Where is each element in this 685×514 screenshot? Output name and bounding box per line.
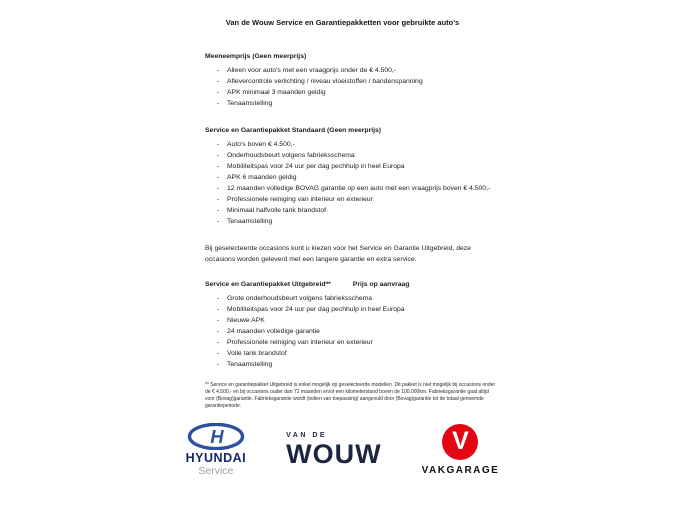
content-column [205,53,497,410]
list-item: - Professionele reiniging van interieur en exterieur [217,337,497,348]
hyundai-wordmark: HYUNDAI [185,451,247,465]
list-item: - Minimaal halfvolle tank brandstof [217,205,497,216]
meeneemprijs-list [217,65,497,109]
list-item: - Volle tank brandstof [217,348,497,359]
svg-text:H: H [210,425,224,447]
logo-row [0,423,685,477]
section-heading-standaard: Service en Garantiepakket Standaard (Geen meerprijs) [205,127,382,134]
hyundai-service-logo [186,423,246,477]
wouw-logo-top-text: VAN DE [286,432,328,439]
list-item: - Tenaamstelling [217,98,497,109]
list-item: - Auto's boven € 4.500,- [217,139,497,150]
list-item: - Aflevercontrole verlichting / niveau vloeistoffen / bandenspanning [217,76,497,87]
vakgarage-v-letter: V [452,426,469,455]
list-item: - Grote onderhoudsbeurt volgens fabrieksschema [217,293,497,304]
price-on-request-label: Prijs op aanvraag [352,281,410,288]
section-heading-meeneemprijs: Meeneemprijs (Geen meerprijs) [205,53,307,60]
list-item: - Alleen voor auto's met een vraagprijs onder de € 4.500,- [217,65,497,76]
hyundai-h-icon [187,423,245,450]
uitgebreid-list [217,293,497,370]
list-item: - Professionele reiniging van interieur en exterieur [217,194,497,205]
list-item: - APK minimaal 3 maanden geldig [217,87,497,98]
list-item: - Tenaamstelling [217,359,497,370]
vakgarage-v-icon [442,424,478,460]
list-item: - 12 maanden volledige BOVAG garantie op een auto met een vraagprijs boven € 4.500,- [217,183,497,194]
uitgebreid-heading-row [205,281,497,288]
vakgarage-wordmark: VAKGARAGE [421,465,500,476]
hyundai-service-label: Service [198,465,234,477]
list-item: - Mobiliteitspas voor 24 uur per dag pechhulp in heel Europa [217,161,497,172]
list-item: - Tenaamstelling [217,216,497,227]
list-item: - Nieuwe APK [217,315,497,326]
list-item: - 24 maanden volledige garantie [217,326,497,337]
section-heading-uitgebreid: Service en Garantiepakket Uitgebreid** [205,281,331,288]
uitgebreid-intro-paragraph: Bij geselecteerde occasions kunt u kiezen voor het Service en Garantie Uitgebreid, deze occasions worden geleverd met een langere garantie en extra service. [205,245,471,263]
vakgarage-logo [422,424,500,476]
standaard-list [217,139,497,227]
list-item: - Mobiliteitspas voor 24 uur per dag pechhulp in heel Europa [217,304,497,315]
footnote-text: ** Service en garantiepakket Uitgebreid is enkel mogelijk op geselecteerde modellen. Dit pakket is niet mogelijk bij occasions onder de € 4.500,- en bij occasions ouder dan 72 maanden en/of een kilometerstand boven de 100.000km. Fabrieksgarantie gaat altijd voor (Bovag)garantie. Fabrieksgarantie wordt (indien van toepassing) aangevuld door (Bovag)garantie tot de totaal genoemde garantieperiode. [205,382,496,409]
list-item: - Onderhoudsbeurt volgens fabrieksschema [217,150,497,161]
list-item: - APK 6 maanden geldig [217,172,497,183]
wouw-logo-wordmark: WOUW [286,439,382,469]
van-de-wouw-logo [286,432,381,468]
page-title: Van de Wouw Service en Garantiepakketten voor gebruikte auto's [225,18,460,27]
